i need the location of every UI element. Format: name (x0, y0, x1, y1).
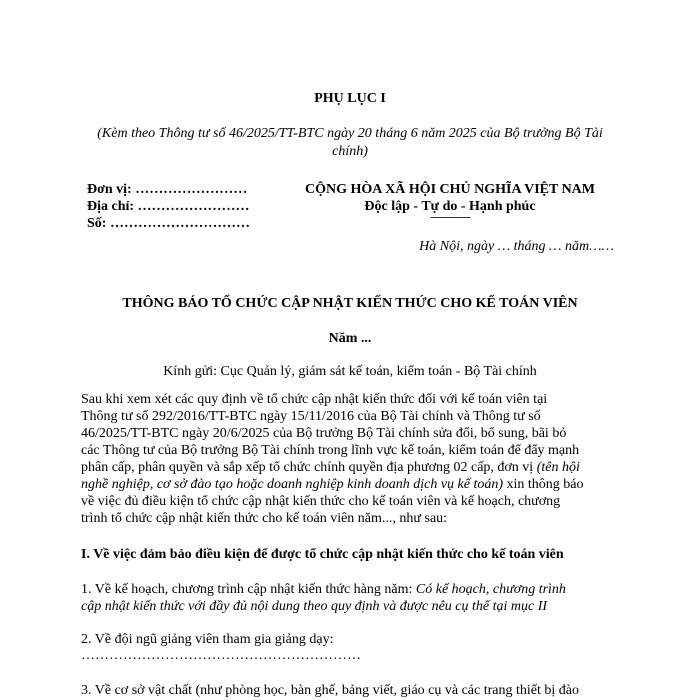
nation-motto: Độc lập - Tự do - Hạnh phúc (364, 199, 536, 214)
nation-name: CỘNG HÒA XÃ HỘI CHỦ NGHĨA VIỆT NAM (304, 182, 595, 197)
intro-line: Thông tư số 292/2016/TT-BTC ngày 15/11/2016 của Bộ Tài chính và Thông tư số (81, 409, 541, 424)
document-title: THÔNG BÁO TỔ CHỨC CẬP NHẬT KIẾN THỨC CHO KẾ TOÁN VIÊN (122, 296, 578, 311)
date-line: Hà Nội, ngày … tháng … năm…… (419, 239, 614, 254)
intro-line (81, 477, 584, 493)
intro-line-text: phân cấp, phân quyền và sắp xếp tổ chức chính quyền địa phương 02 cấp, đơn vị (81, 460, 534, 475)
recipient-line: Kính gửi: Cục Quản lý, giám sát kế toán, kiểm toán - Bộ Tài chính (163, 364, 537, 379)
item-1-italic: Có kế hoạch, chương trình (415, 582, 566, 597)
intro-line: Sau khi xem xét các quy định về tổ chức cập nhật kiến thức đối với kế toán viên tại (81, 392, 548, 407)
appendix-title: PHỤ LỤC I (314, 91, 386, 106)
intro-line-italic: nghề nghiệp, cơ sở đào tạo hoặc doanh nghiệp kinh doanh dịch vụ kế toán) (81, 477, 504, 492)
item-1-lead: 1. Về kế hoạch, chương trình cập nhật kiến thức hàng năm: (81, 582, 416, 597)
intro-line: 46/2025/TT-BTC ngày 20/6/2025 của Bộ trưởng Bộ Tài chính sửa đổi, bổ sung, bãi bỏ (81, 426, 567, 441)
appendix-subtitle: (Kèm theo Thông tư số 46/2025/TT-BTC ngày 20 tháng 6 năm 2025 của Bộ trưởng Bộ Tài chính) (97, 126, 603, 159)
intro-line: về việc đủ điều kiện tổ chức cập nhật kiến thức cho kế toán viên và kế hoạch, chương (81, 494, 561, 509)
intro-line-italic: (tên hội (536, 460, 580, 475)
intro-line: trình tổ chức cập nhật kiến thức cho kế toán viên năm..., như sau: (81, 511, 448, 526)
section-1-title: I. Về việc đảm bảo điều kiện để được tổ chức cập nhật kiến thức cho kế toán viên (81, 547, 564, 562)
item-1-continuation: cập nhật kiến thức với đầy đủ nội dung theo quy định và được nêu cụ thể tại mục II (81, 599, 548, 614)
intro-line: các Thông tư của Bộ trưởng Bộ Tài chính trong lĩnh vực kế toán, kiểm toán để đẩy mạnh (81, 443, 580, 458)
item-3: 3. Về cơ sở vật chất (như phòng học, bàn ghế, bảng viết, giáo cụ và các trang thiết bị đào (81, 683, 579, 698)
sender-unit: Đơn vị: …………………… (87, 182, 248, 197)
item-2: 2. Về đội ngũ giảng viên tham gia giảng dạy: (81, 632, 334, 647)
intro-line-text: xin thông báo (503, 477, 584, 492)
document-year: Năm ... (328, 331, 372, 346)
sender-address: Địa chỉ: …………………… (87, 199, 250, 214)
intro-line (81, 460, 580, 476)
sender-number: Số: ………………………… (87, 216, 250, 231)
item-2-dots: …………………………………………………… (81, 648, 361, 663)
motto-divider: --------------- (430, 211, 470, 223)
item-1 (81, 582, 566, 598)
